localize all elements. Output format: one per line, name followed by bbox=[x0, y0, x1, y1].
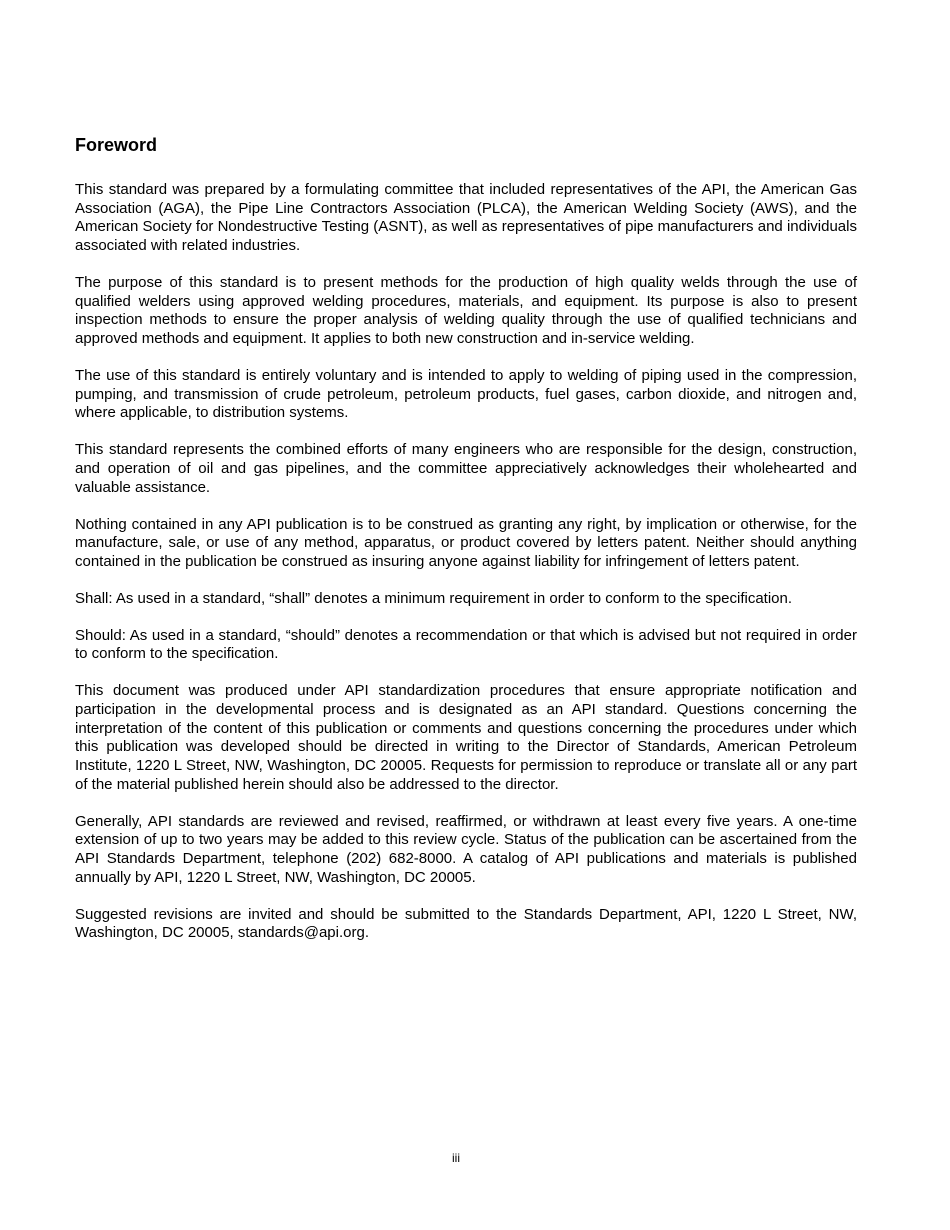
paragraph-acknowledgement: This standard represents the combined efforts of many engineers who are responsible for the design, construction, and operation of oil and gas pipelines, and the committee appreciatively acknowledges their wholehearted and valuable assistance. bbox=[75, 441, 857, 496]
page-number: iii bbox=[452, 1151, 460, 1165]
paragraph-should-definition: Should: As used in a standard, “should” denotes a recommendation or that which is advised but not required in order to conform to the specification. bbox=[75, 626, 857, 663]
paragraph-suggested-revisions: Suggested revisions are invited and should be submitted to the Standards Department, API, 1220 L Street, NW, Washington, DC 20005, standards@api.org. bbox=[75, 905, 857, 942]
paragraph-patent-disclaimer: Nothing contained in any API publication is to be construed as granting any right, by implication or otherwise, for the manufacture, sale, or use of any method, apparatus, or product covered by letters patent. Neither should anything contained in the publication be construed as insuring anyone against liability for infringement of letters patent. bbox=[75, 515, 857, 570]
paragraph-shall-definition: Shall: As used in a standard, “shall” denotes a minimum requirement in order to conform to the specification. bbox=[75, 589, 793, 607]
paragraph-committee: This standard was prepared by a formulating committee that included representatives of the API, the American Gas Association (AGA), the Pipe Line Contractors Association (PLCA), the American Welding Society (AWS), and the American Society for Nondestructive Testing (ASNT), as well as representatives of pipe manufacturers and individuals associated with related industries. bbox=[75, 181, 857, 255]
foreword-body bbox=[75, 181, 857, 961]
paragraph-review-cycle: Generally, API standards are reviewed and revised, reaffirmed, or withdrawn at least every five years. A one-time extension of up to two years may be added to this review cycle. Status of the publication can be ascertained from the API Standards Department, telephone (202) 682-8000. A catalog of API publications and materials is published annually by API, 1220 L Street, NW, Washington, DC 20005. bbox=[75, 812, 857, 886]
paragraph-voluntary-use: The use of this standard is entirely voluntary and is intended to apply to welding of piping used in the compression, pumping, and transmission of crude petroleum, petroleum products, fuel gases, carbon dioxide, and nitrogen and, where applicable, to distribution systems. bbox=[75, 367, 857, 422]
page-title: Foreword bbox=[75, 135, 158, 155]
paragraph-standardization-procedures: This document was produced under API standardization procedures that ensure appropriate notification and participation in the developmental process and is designated as an API standard. Questions concerning the interpretation of the content of this publication or comments and questions concerning the procedures under which this publication was developed should be directed in writing to the Director of Standards, American Petroleum Institute, 1220 L Street, NW, Washington, DC 20005. Requests for permission to reproduce or translate all or any part of the material published herein should also be addressed to the director. bbox=[75, 682, 857, 793]
paragraph-purpose: The purpose of this standard is to present methods for the production of high quality welds through the use of qualified welders using approved welding procedures, materials, and equipment. Its purpose is also to present inspection methods to ensure the proper analysis of welding quality through the use of qualified technicians and approved methods and equipment. It applies to both new construction and in-service welding. bbox=[75, 274, 857, 348]
